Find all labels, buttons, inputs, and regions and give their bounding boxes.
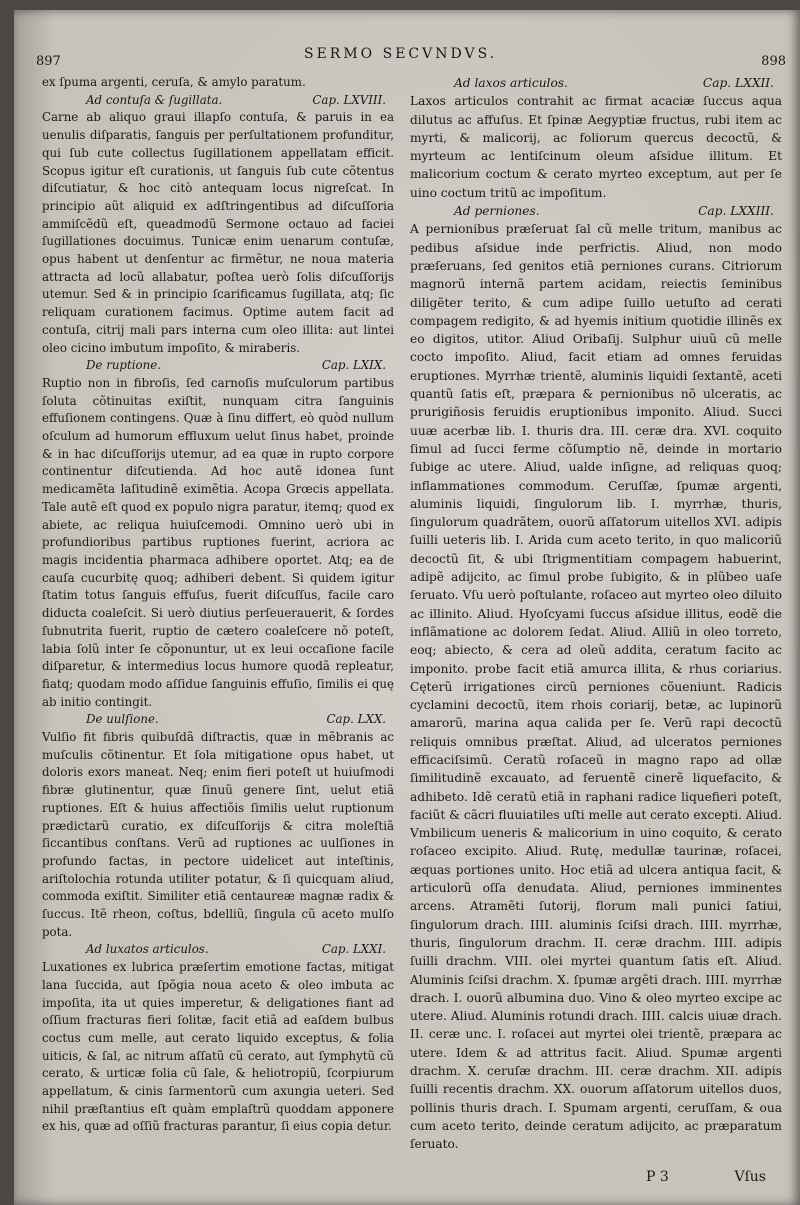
book-page <box>14 10 800 1205</box>
chapter-number: Cap. LXXIII. <box>698 204 774 219</box>
chapter-number: Cap. LXVIII. <box>312 92 386 107</box>
signature-line <box>646 1169 766 1185</box>
body-paragraph: Ruptio non in fibroſis, ſed carnoſis muſculorum partibus ſoluta cõtinuitas exiſtit, nunquam citra ſanguinis effuſionem contingens. Quæ à ſinu differt, eò quòd nullum oſculum ad humorum effluxum uelut ſinus habet, proinde & in hac diſcuſſorijs utemur, ad ea quæ in rupto corpore continentur diſcutienda. Ad hoc autẽ idonea ſunt medicamẽta laſitudinẽ eximẽtia. Acopa Grœcis appellata. Tale autẽ eſt quod ex populo nigra paratur, itemq; quod ex abiete, ac reliqua huiuſcemodi. Omnino uerò ubi in profundioribus partibus ruptiones fuerint, acriora ac magis incidentia pharmaca adhibere oportet. Atq; ea de cauſa cucurbitę quoq; adhiberi debent. Si quidem igitur ſtatim totus ſanguis effuſus, fuerit diſcuſſus, facile caro diducta coaleſcit. Si uerò diutius perſeuerauerit, & ſordes ſubnutrita fuerit, ruptio de cætero coaleſcere nõ poteſt, labia ſolũ inter ſe cõponuntur, ut ex leui occaſione facile diſparetur, & intermedius locus humore quodã repleatur, fiatq; quodam modo aſſidue ſanguinis effuſio, ſimilis ei quę ab initio contingit. <box>42 375 394 709</box>
chapter-number: Cap. LXXI. <box>321 942 386 957</box>
body-paragraph: Carne ab aliquo graui illapſo contuſa, & paruis in ea uenulis diſparatis, ſanguis per perſultationem profunditur, qui ſub cute collectus ſugillationem appellatam efficit. Scopus igitur eſt curationis, ut ſanguis ſub cute cõtentus diſcutiatur, & hoc citò antequam locus nigreſcat. In principio aũt aliquid ex adſtringentibus ad diſcuſſoria ammiſcẽdũ eſt, queadmodũ Sermone octauo ad faciei ſugillationes docuimus. Tunicæ enim uenarum contuſæ, opus habent ut denſentur ac firmẽtur, ne noua materia attracta ad locũ allabatur, poſtea uerò ſolis diſcuſſorijs utemur. Sed & in principio ſcarificamus ſugillata, atq; ſic reliquam curationem facimus. Optime autem facit ad contuſa, citrij mali pars interna cum oleo illita: aut lintei oleo cicino imbutum impoſito, & miraberis. <box>42 110 394 355</box>
chapter-title: Ad perniones. <box>454 204 540 219</box>
chapter-number: Cap. LXIX. <box>321 358 386 373</box>
chapter-heading <box>410 74 782 92</box>
chapter-title: Ad laxos articulos. <box>454 76 568 90</box>
chapter-title: Ad luxatos articulos. <box>86 942 209 957</box>
chapter-heading <box>42 357 394 375</box>
chapter-heading <box>42 711 394 729</box>
signature-mark: P 3 <box>646 1169 669 1185</box>
chapter-title: De uulſione. <box>86 712 159 727</box>
chapter-heading <box>42 92 394 110</box>
body-paragraph: Vulſio fit fibris quibuſdã diſtractis, quæ in mẽbranis ac muſculis cõtinentur. Et ſola mitigatione opus habet, ut doloris exors maneat. Neq; enim fieri poteſt ut huiuſmodi fibræ glutinentur, quæ ſinuũ genere ſint, uelut etiã ruptiones. Eſt & huius affectiõis ſimilis uelut ruptionum prædictarũ curatio, ex diſcuſſorijs & citra moleſtiã ſiccantibus conſtans. Verũ ad ruptiones ac uulſiones in profundo factas, in pectore uidelicet aut inteſtinis, ariſtolochia rotunda utiliter potatur, & ſi quicquam aliud, commoda exiſtit. Similiter etiã centaureæ magnæ radix & ſuccus. Itẽ rheon, coſtus, bdelliũ, ſingula cũ aceto mulſo pota. <box>42 730 394 939</box>
running-title: SERMO SECVNDVS. <box>304 46 498 62</box>
page-number-left: 897 <box>36 54 61 69</box>
chapter-heading <box>42 941 394 959</box>
catchword: Vſus <box>734 1169 766 1185</box>
chapter-number: Cap. LXX. <box>326 712 386 727</box>
left-column <box>42 74 394 1136</box>
page-number-right: 898 <box>761 54 786 69</box>
chapter-number: Cap. LXXII. <box>702 76 774 90</box>
chapter-title: De ruptione. <box>86 358 161 373</box>
body-paragraph: ex ſpuma argenti, ceruſa, & amylo paratum. <box>42 75 306 89</box>
chapter-heading <box>410 202 782 220</box>
right-column <box>410 74 782 1154</box>
body-paragraph: Laxos articulos contrahit ac firmat acaciæ ſuccus aqua dilutus ac affuſus. Et ſpinæ Aegyptiæ fructus, rubi item ac myrti, & malicorij, ac foliorum quercus decoctũ, & myrteum ac lentiſcinum oleum aſsidue illitum. Et malicorium coctum & cerato myrteo exceptum, aut per ſe uino coctum tritũ ac impoſitum. <box>410 94 782 200</box>
body-paragraph: Luxationes ex lubrica præſertim emotione factas, mitigat lana ſuccida, aut ſpõgia noua aceto & oleo imbuta ac impoſita, ita ut quies imperetur, & deligationes fiant ad oſſium fracturas fieri ſolitæ, facit etiã ad eaſdem bulbus coctus cum melle, aut cerato liquido exceptus, & folia uiticis, & ſal, ac nitrum aſſatũ cũ cerato, aut ſymphytũ cũ cerato, & urticæ folia cũ ſale, & heliotropiũ, ſcorpiurum appellatum, & cinis ſarmentorũ cum axungia ueteri. Sed nihil præſtantius eſt quàm emplaſtrũ quoddam apponere ex his, quæ ad oſſiũ fracturas parantur, ſi eius copia detur. <box>42 960 394 1134</box>
chapter-title: Ad contuſa & ſugillata. <box>86 92 223 107</box>
body-paragraph: A pernionibus præſeruat ſal cũ melle tritum, manibus ac pedibus aſsidue inde perfrictis. Aliud, non modo præſeruans, ſed genitos etiã perniones curans. Citriorum magnorũ internã partem acidam, reiectis ſeminibus diligẽter terito, & cum adipe ſuillo uetuſto ad cerati compagem redigito, & ad hyemis initium quotidie illinẽs ex eo digitos, utitor. Aliud Oribaſij. Sulphur uiuũ cũ melle cocto impoſito. Aliud, facit etiam ad omnes feruidas eruptiones. Myrrhæ trientẽ, aluminis liquidi ſextantẽ, aceti quantũ ſatis eſt, præpara & pernionibus nõ ulceratis, ac prurigiñosis feruidis eruptionibus imponito. Aliud. Succi uuæ acerbæ lib. I. thuris dra. III. ceræ dra. XVI. coquito ſimul ad ſucci ferme cõſumptio nẽ, deinde in mortario ſubige ac utere. Aliud, ualde inſigne, ad reliquas quoq; inflammationes commodum. Ceruſſæ, ſpumæ argenti, aluminis liquidi, ſingulorum lib. I. myrrhæ, thuris, ſingulorum quadrãtem, ouorũ aſſatorum uitellos XVI. adipis ſuilli ueteris lib. I. Arida cum aceto terito, in quo malicoriũ decoctũ ſit, & ubi ſtrigmentitiam compagem habuerint, adipẽ adijcito, ac ſimul probe ſubigito, & in plũbeo uaſe ſeruato. Vſu uerò poſtulante, roſaceo aut myrteo oleo diluito ac illinito. Aliud. Hyoſcyami ſuccus aſsidue illitus, eodẽ die inflãmatione ac dolorem ſedat. Aliud. Alliũ in oleo torreto, eoq; abiecto, & cera ad oleũ addita, ceratum facito ac imponito. probe facit etiã amurca illita, & rhus coriarius. Cęterũ irrigationes circũ perniones cõueniunt. Radicis cyclamini decoctũ, item rhois coriarij, betæ, ac lupinorũ amarorũ, marina aqua calida per ſe. Verũ rapi decoctũ reliquis omnibus præſtat. Aliud, ad ulceratos perniones efficaciſsimũ. Ceratũ roſaceũ in magno rapo ad ollæ ſimilitudinẽ excauato, ad feruentẽ cinerẽ liquefacito, & adhibeto. Idẽ ceratũ etiã in raphani radice liquefieri poteſt, faciũt & cãcri fluuiatiles uſti melle aut cerato excepti. Aliud. Vmbilicum ueneris & malicorium in uino coquito, & cerato roſaceo excipito. Aliud. Rutę, medullæ taurinæ, roſacei, æquas portiones unito. Hoc etiã ad ulcera antiqua facit, & articulorũ oſſa denudata. Aliud, perniones imminentes arcens. Atramẽti ſutorij, florum mali punici ſatiui, ſingulorum drach. IIII. aluminis ſciſsi drach. IIII. myrrhæ, thuris, ſingulorum drachm. II. ceræ drachm. IIII. adipis ſuilli drachm. VIII. olei myrtei quantum ſatis eſt. Aliud. Aluminis ſciſsi drachm. X. ſpumæ argẽti drach. IIII. myrrhæ drach. I. ouorũ albumina duo. Vino & oleo myrteo excipe ac utere. Aliud. Aluminis rotundi drach. IIII. calcis uiuæ drach. II. ceræ unc. I. roſacei aut myrtei olei trientẽ, præpara ac utere. Idem & ad attritus facit. Aliud. Spumæ argenti drachm. X. ceruſæ drachm. III. ceræ drachm. XII. adipis ſuilli recentis drachm. XX. ouorum aſſatorum uitellos duos, pollinis thuris drach. I. Spumam argenti, ceruſſam, & oua cum aceto terito, deinde ceratum adijcito, ac præparatum ſeruato. <box>410 222 782 1152</box>
